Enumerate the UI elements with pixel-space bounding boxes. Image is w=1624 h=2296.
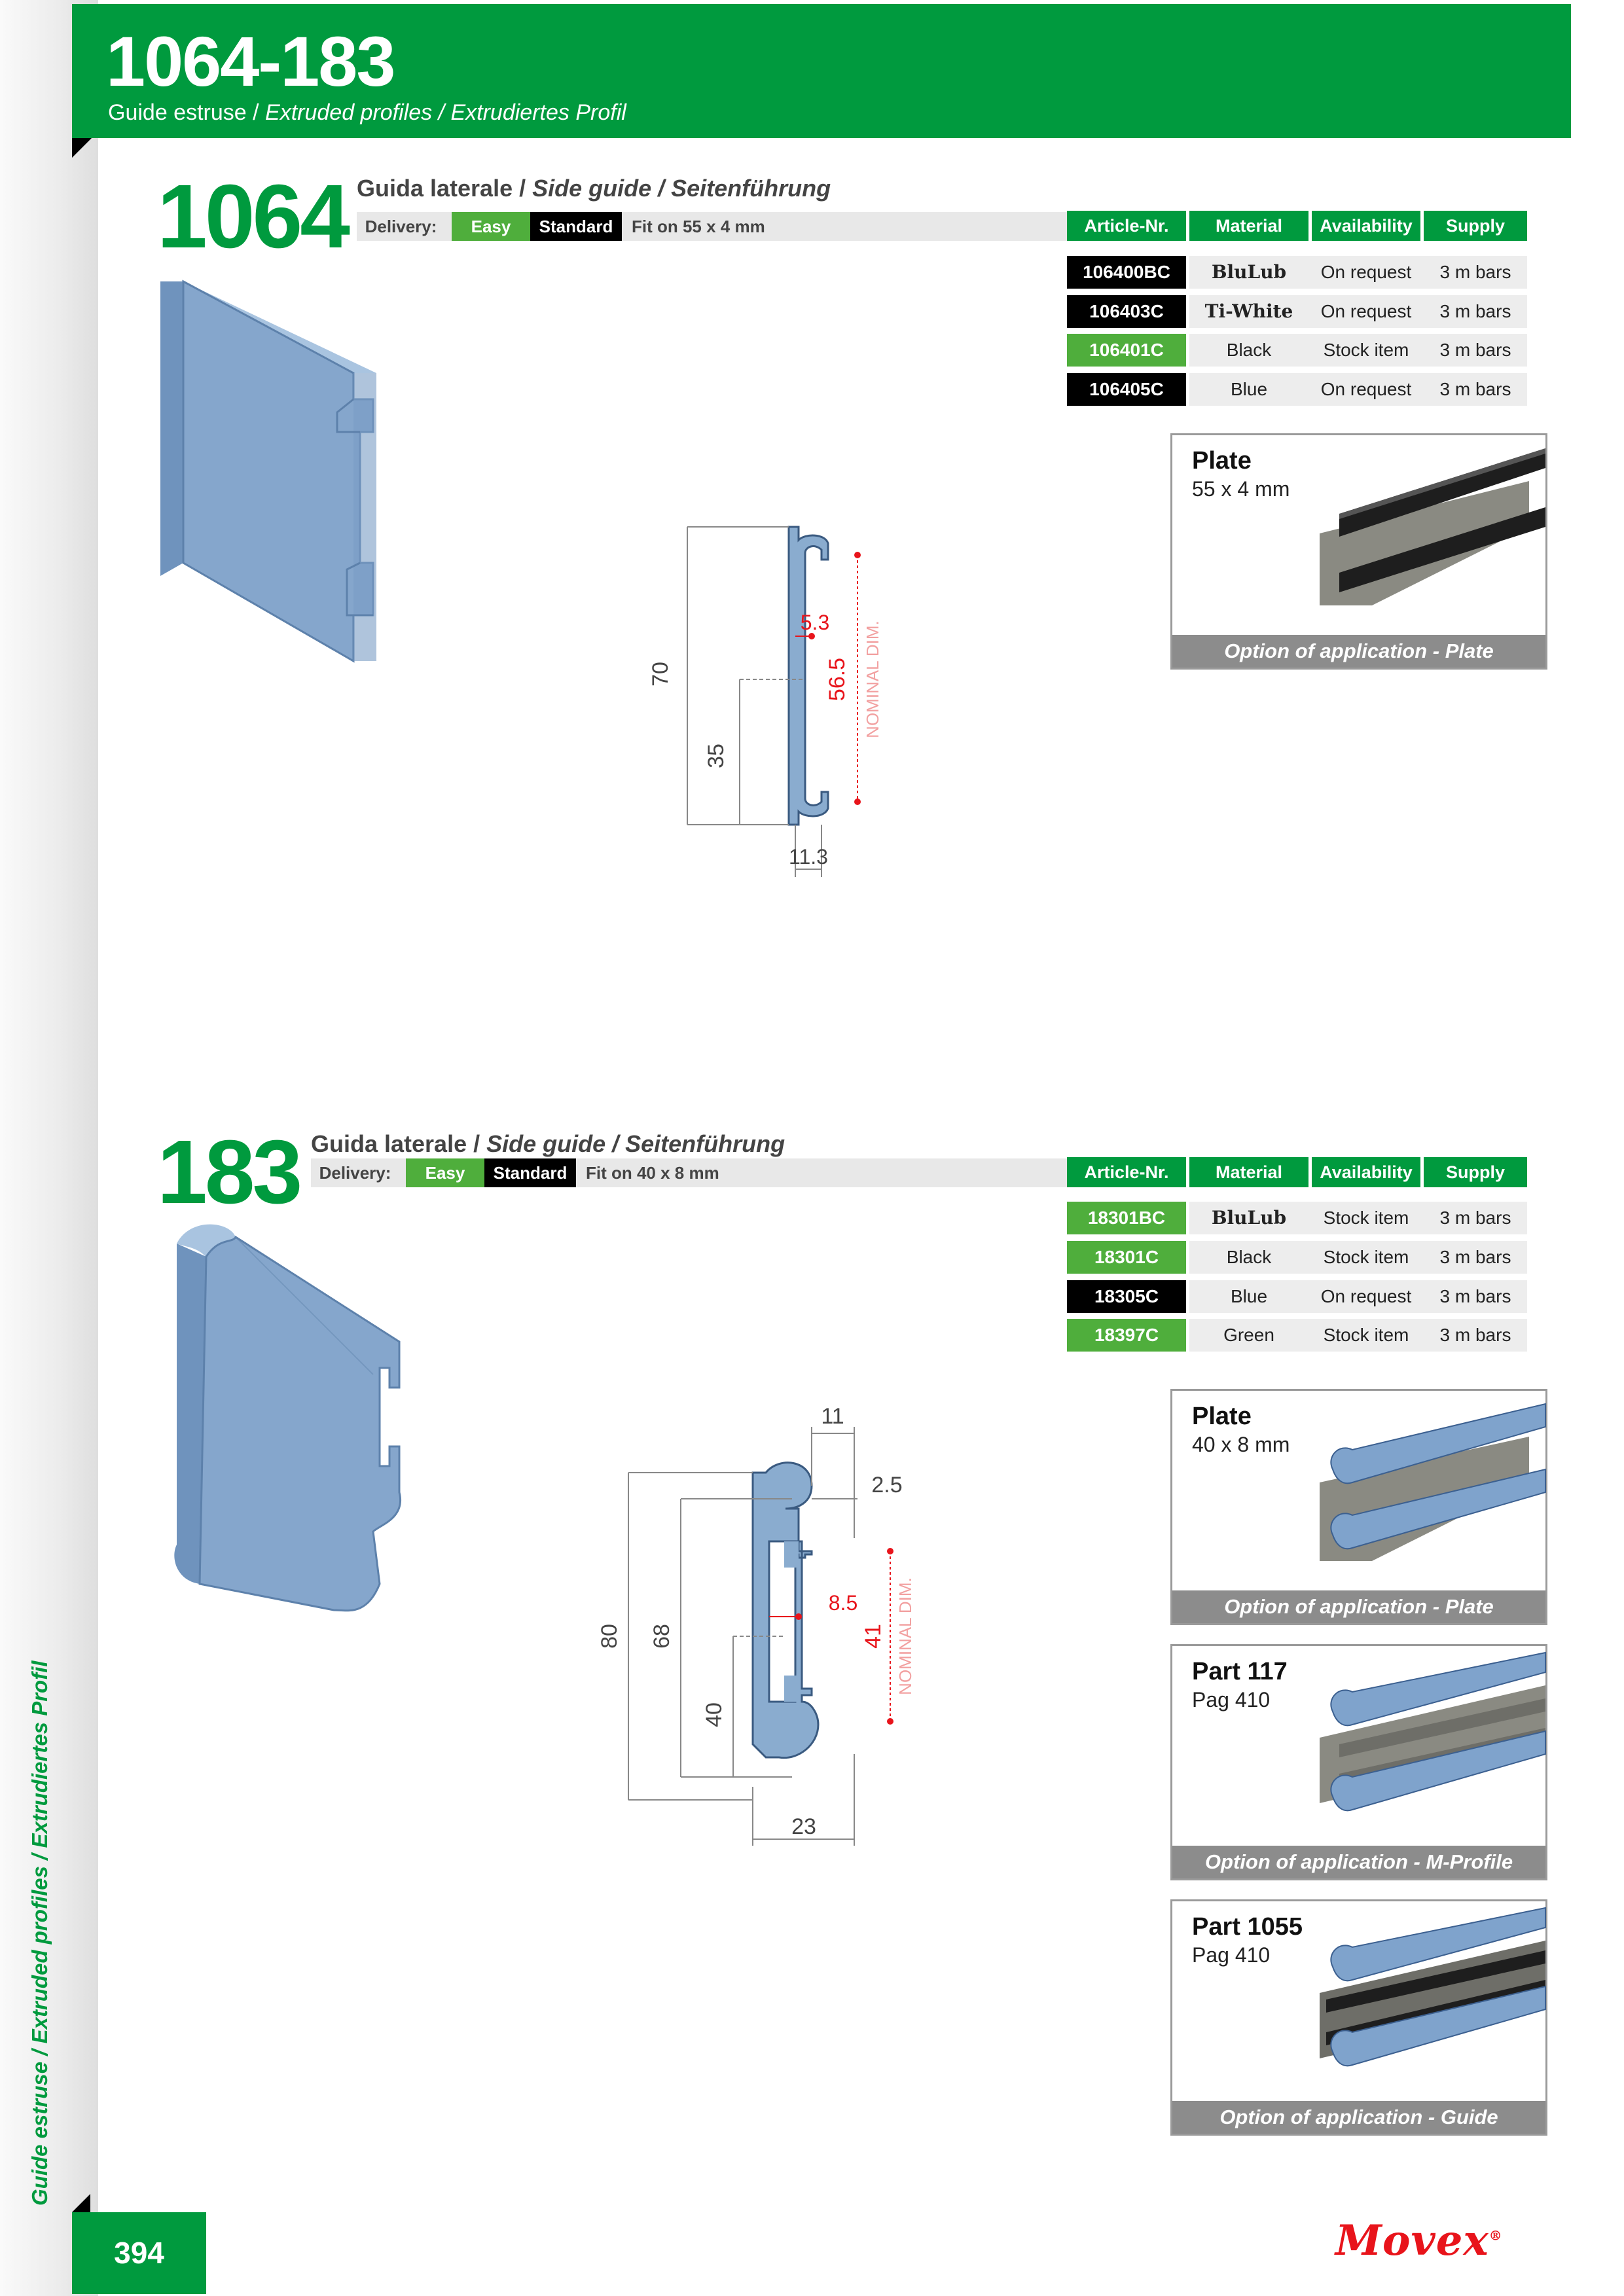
delivery-label: Delivery: <box>365 217 437 236</box>
table-header-article: Article-Nr. <box>1067 1157 1186 1187</box>
material-cell: Blue <box>1230 379 1268 399</box>
card-subtitle: 55 x 4 mm <box>1192 477 1290 501</box>
material-cell: Black <box>1226 340 1272 360</box>
material-cell: BluLub <box>1211 261 1287 283</box>
availability-cell: Stock item <box>1323 340 1409 360</box>
table-row <box>1067 295 1527 328</box>
availability-cell: On request <box>1320 379 1412 399</box>
delivery-label: Delivery: <box>319 1163 391 1183</box>
delivery-row-1064 <box>357 212 1070 241</box>
article-number: 106401C <box>1067 334 1186 367</box>
page-title: 1064-183 <box>106 22 395 101</box>
card-caption: Option of application - Plate <box>1172 635 1545 668</box>
card-title: Part 117 <box>1192 1658 1288 1685</box>
supply-cell: 3 m bars <box>1439 262 1511 282</box>
dim-23: 23 <box>791 1814 816 1839</box>
card-title: Plate <box>1192 447 1252 475</box>
delivery-easy-badge: Easy <box>452 212 530 241</box>
profile-183-3d-image <box>157 1217 419 1630</box>
card-caption: Option of application - M-Profile <box>1172 1846 1545 1878</box>
material-cell: Ti-White <box>1204 300 1293 322</box>
nominal-dim-label: NOMINAL DIM. <box>895 1577 915 1695</box>
section-title-1064: Guida laterale / Side guide / Seitenführung <box>357 175 831 202</box>
supply-cell: 3 m bars <box>1439 1247 1511 1267</box>
card-title: Part 1055 <box>1192 1913 1303 1941</box>
page-subtitle: Guide estruse / Extruded profiles / Extrudiertes Profil <box>108 100 626 125</box>
article-number: 18397C <box>1067 1319 1186 1352</box>
delivery-standard-badge: Standard <box>484 1158 576 1187</box>
dim-35: 35 <box>704 744 729 768</box>
article-number: 106403C <box>1067 295 1186 328</box>
section-number-1064: 1064 <box>157 166 348 267</box>
application-card-plate-183 <box>1170 1389 1547 1625</box>
article-number: 106405C <box>1067 373 1186 406</box>
supply-cell: 3 m bars <box>1439 1208 1511 1228</box>
article-number: 18305C <box>1067 1280 1186 1313</box>
card-caption: Option of application - Plate <box>1172 1590 1545 1623</box>
card-subtitle: Pag 410 <box>1192 1688 1271 1712</box>
dim-68: 68 <box>649 1624 674 1649</box>
table-header-availability: Availability <box>1312 211 1420 241</box>
application-card-part-117 <box>1170 1644 1547 1880</box>
card-subtitle: Pag 410 <box>1192 1943 1271 1967</box>
card-caption: Option of application - Guide <box>1172 2101 1545 2134</box>
plate-application-image <box>1313 1397 1545 1554</box>
dim-11-3: 11.3 <box>789 845 828 869</box>
dim-2-5: 2.5 <box>871 1473 903 1498</box>
article-number: 18301C <box>1067 1241 1186 1274</box>
dim-40: 40 <box>702 1702 727 1727</box>
table-row <box>1067 373 1527 406</box>
table-row <box>1067 1319 1527 1352</box>
dim-11: 11 <box>821 1404 844 1429</box>
dim-8-5: 8.5 <box>828 1591 858 1615</box>
article-number: 18301BC <box>1067 1202 1186 1234</box>
table-row <box>1067 256 1527 289</box>
material-cell: Blue <box>1230 1286 1268 1306</box>
side-vertical-label: Guide estruse / Extruded profiles / Extrudiertes Profil <box>27 1660 52 2206</box>
table-header-supply: Supply <box>1424 211 1527 241</box>
fit-on-text: Fit on 55 x 4 mm <box>632 217 765 236</box>
dim-5-3: 5.3 <box>800 611 830 634</box>
delivery-standard-badge: Standard <box>530 212 622 241</box>
header-corner-mark <box>72 138 92 158</box>
dim-80: 80 <box>597 1624 622 1649</box>
card-title: Plate <box>1192 1403 1252 1430</box>
availability-cell: On request <box>1320 262 1412 282</box>
page-number: 394 <box>114 2236 164 2270</box>
table-header-material: Material <box>1189 1157 1308 1187</box>
card-subtitle: 40 x 8 mm <box>1192 1433 1290 1456</box>
availability-cell: Stock item <box>1323 1325 1409 1345</box>
application-card-part-1055 <box>1170 1899 1547 2136</box>
supply-cell: 3 m bars <box>1439 301 1511 321</box>
table-row <box>1067 1280 1527 1313</box>
profile-1064-drawing <box>648 511 910 890</box>
fit-on-text: Fit on 40 x 8 mm <box>586 1163 719 1183</box>
nominal-dim-label: NOMINAL DIM. <box>863 620 882 738</box>
table-row <box>1067 1202 1527 1234</box>
delivery-easy-badge: Easy <box>406 1158 484 1187</box>
material-cell: Green <box>1223 1325 1274 1345</box>
table-row <box>1067 334 1527 367</box>
table-header-material: Material <box>1189 211 1308 241</box>
m-profile-application-image <box>1313 1653 1545 1810</box>
availability-cell: On request <box>1320 1286 1412 1306</box>
availability-cell: On request <box>1320 301 1412 321</box>
profile-183-drawing <box>597 1388 929 1859</box>
dim-41: 41 <box>861 1624 886 1649</box>
supply-cell: 3 m bars <box>1439 1286 1511 1306</box>
table-header-supply: Supply <box>1424 1157 1527 1187</box>
plate-application-image <box>1313 442 1545 599</box>
delivery-row-183 <box>311 1158 1070 1187</box>
availability-cell: Stock item <box>1323 1247 1409 1267</box>
article-number: 106400BC <box>1067 256 1186 289</box>
movex-logo: Movex® <box>1335 2216 1503 2265</box>
profile-1064-3d-image <box>151 275 386 668</box>
availability-cell: Stock item <box>1323 1208 1409 1228</box>
supply-cell: 3 m bars <box>1439 1325 1511 1345</box>
footer-corner-mark <box>72 2194 90 2212</box>
guide-application-image <box>1313 1908 1545 2065</box>
application-card-plate-1064 <box>1170 433 1547 670</box>
supply-cell: 3 m bars <box>1439 340 1511 360</box>
section-title-183: Guida laterale / Side guide / Seitenführung <box>311 1130 785 1157</box>
dim-70: 70 <box>648 662 673 687</box>
supply-cell: 3 m bars <box>1439 379 1511 399</box>
dim-56-5: 56.5 <box>825 657 850 702</box>
table-header-article: Article-Nr. <box>1067 211 1186 241</box>
material-cell: BluLub <box>1211 1207 1287 1229</box>
section-number-183: 183 <box>157 1122 300 1223</box>
material-cell: Black <box>1226 1247 1272 1267</box>
table-header-availability: Availability <box>1312 1157 1420 1187</box>
table-row <box>1067 1241 1527 1274</box>
